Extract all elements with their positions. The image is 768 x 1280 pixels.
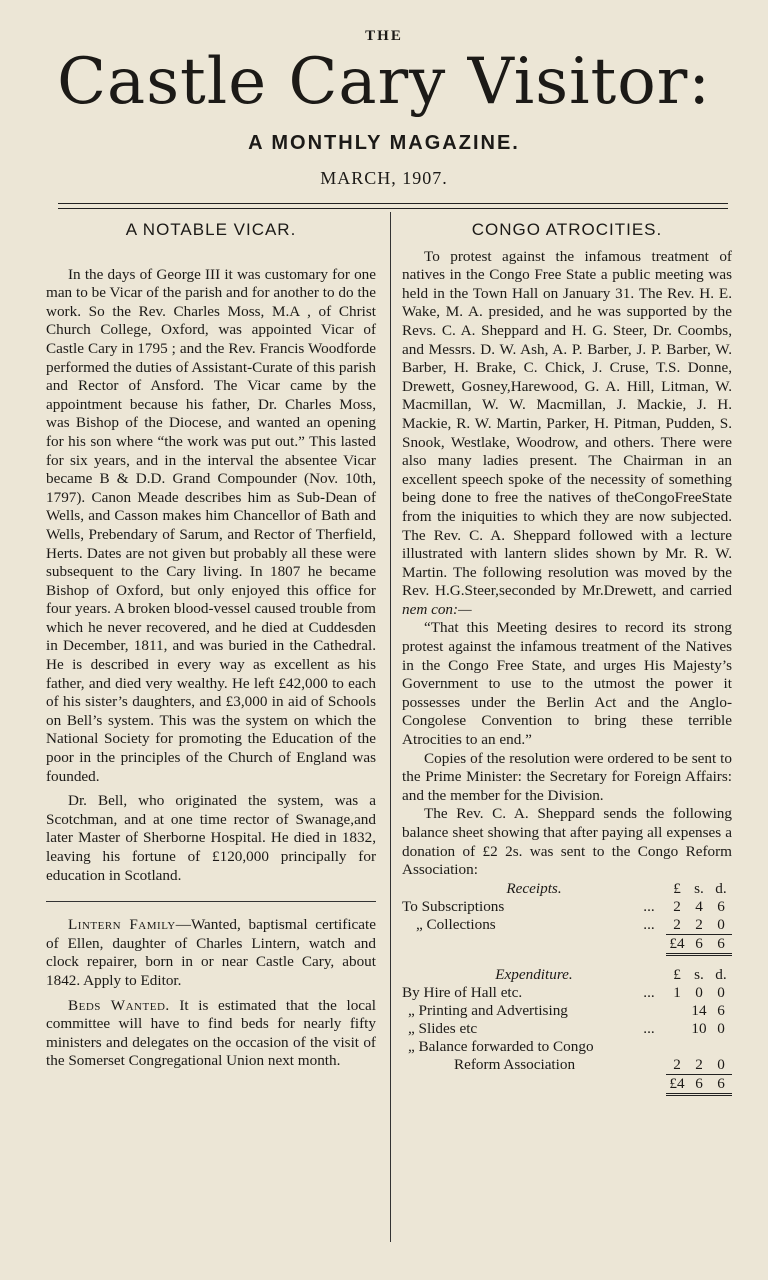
total-shillings: 6 [688,934,710,954]
header-rule [58,203,728,204]
row-shillings: 0 [695,983,703,1001]
column-divider [390,212,391,1242]
article-heading-congo-atrocities: CONGO ATROCITIES. [471,220,663,239]
article-paragraph: Copies of the resolution were ordered to be sent to the Prime Minister: the Secretary for Foreign Affairs: and the member for the Division. [402,749,732,804]
row-pounds: 1 [673,983,681,1001]
receipts-header-row [402,880,732,898]
article-paragraph: In the days of George III it was customary for one man to be Vicar of the parish and for another to do the work. So the Rev. Charles Moss, M.A , of Christ Church College, Oxford, was appointed Vicar of Castle Cary in 1795 ; and the Rev. Francis Woodforde performed the duties of Assistant-Curate of this parish and Rector of Ansford. The Vicar came by the appointment because his father, Dr. Charles Moss, was Bishop of the Diocese, and wanted an opening for his son where “the work was put out.” This lasted for six years, and in the interval the absentee Vicar became B & D.D. Grand Compounder (Nov. 10th, 1797). Canon Meade describes him as Sub-Dean of Wells, and Casson makes him Chancellor of Bath and Wells, Prebendary of Sarum, and Rector of Therfield, Herts. Dates are not given but probably all these were subsequent to the Cary living. In 1807 he became Bishop of Oxford, but only enjoyed this office for four years. A broken blood-vessel caused trouble from which he never recovered, and he died at Cuddesden in December, 1811, and was buried in the Cathedral. He is described in every way as excellent as his father, and died very wealthy. He left £42,000 to each of his sister’s daughters, and £3,000 in aid of Schools on Bell’s system. This was the system on which the National Society for promoting the Education of the poor in the principles of the Church of England was founded. [46,265,376,785]
col-pounds: £ [673,879,681,897]
notice-lintern-family [46,916,376,990]
row-pence: 6 [717,897,725,915]
masthead-subtitle: A MONTHLY MAGAZINE. [248,132,520,154]
row-shillings [688,1038,710,1056]
article-heading-notable-vicar: A NOTABLE VICAR. [125,220,297,239]
total-pounds: £4 [666,1074,688,1094]
notice-beds-wanted [46,997,376,1071]
row-label: Reform Association [454,1055,576,1073]
row-dots [632,1002,666,1020]
row-label: „ Printing and Advertising [408,1001,568,1019]
row-pence: 0 [717,915,725,933]
table-row [402,1002,732,1020]
expenditure-header: Expenditure. [495,965,573,983]
row-pounds: 2 [673,915,681,933]
expenditure-table [402,966,732,1096]
header-rule-double [58,208,728,209]
row-dots: ... [643,983,655,1001]
row-pence: 0 [717,983,725,1001]
table-row [402,1038,732,1056]
row-pence: 0 [717,1019,725,1037]
nem-con: nem con:— [402,600,472,618]
receipts-header: Receipts. [506,879,562,897]
col-shillings: s. [694,965,704,983]
section-divider [46,901,376,902]
receipts-total-row [402,934,732,954]
total-pence: 6 [710,934,732,954]
row-label: To Subscriptions [402,897,505,915]
total-shillings: 6 [688,1074,710,1094]
col-pounds: £ [673,965,681,983]
row-shillings: 2 [695,1055,703,1073]
table-row [402,984,732,1002]
paragraph-text: To protest against the infamous treatment of natives in the Congo Free State a public meeting was held in the Town Hall on January 31. The Rev. H. E. Wake, M. A. presided, and he was supported by the Revs. C. A. Sheppard and H. G. Steer, Dr. Coombs, and Messrs. D. W. Ash, A. P. Barber, J. P. Barber, W. Barber, H. Brake, C. Chick, J. Cruse, T.S. Donne, Drewett, Gosney,Harewood, G. A. Hill, Litman, W. Macmillan, W. W. Macmillan, J. Mackie, J. H. Mackie, R. W. Martin, Parker, H. Pitman, Pudden, S. Snook, Westlake, Woodrow, and others. There were also many ladies present. The Chairman in an excellent speech spoke of the necessity of something being done to free the natives of theCongoFreeState from the iniquities to which they are now subjected. The Rev. C. A. Sheppard followed with a lecture illustrated with lantern slides shown by Mr. R. W. Martin. The following resolution was moved by the Rev. H.G.Steer,seconded by Mr.Drewett, and carried [402,247,732,600]
col-shillings: s. [694,879,704,897]
col-pence: d. [715,965,727,983]
row-shillings: 2 [695,915,703,933]
table-row [402,1020,732,1038]
row-pounds: 2 [673,1055,681,1073]
row-pounds: 2 [673,897,681,915]
row-shillings: 10 [691,1019,707,1037]
row-pounds [666,1020,688,1038]
notice-title: Beds Wanted. [68,996,170,1014]
right-column [402,215,732,1096]
expenditure-header-row [402,966,732,984]
issue-date: MARCH, 1907. [320,168,448,188]
left-column [46,215,376,1077]
row-pounds [666,1002,688,1020]
masthead-title: Castle Cary Visitor: [57,45,711,119]
row-label: „ Collections [416,915,496,933]
notice-title: Lintern Family [68,916,176,934]
row-dots: ... [643,915,655,933]
article-paragraph: Dr. Bell, who originated the system, was a Scotchman, and at one time rector of Swanage,and later Master of Sherborne Hospital. He died in 1832, leaving his fortune of £120,000 principally for education in Scotland. [46,792,376,884]
table-row [402,1056,732,1075]
row-label: By Hire of Hall etc. [402,983,523,1001]
row-pence [710,1038,732,1056]
row-dots: ... [643,897,655,915]
article-paragraph [402,248,732,620]
row-label: „ Slides etc [408,1019,478,1037]
resolution-quote: “That this Meeting desires to record its strong protest against the infamous treatment of the Natives in the Congo Free State, and urges His Majesty’s Government to use to the utmost the power it possesses under the Berlin Act and the Anglo-Congolese Convention to bring these terrible Atrocities to an end.” [402,619,732,749]
row-pence: 0 [717,1055,725,1073]
row-shillings: 14 [691,1001,707,1019]
article-paragraph: The Rev. C. A. Sheppard sends the following balance sheet showing that after paying all expenses a donation of £2 2s. was sent to the Congo Reform Association: [402,805,732,879]
expenditure-total-row [402,1074,732,1094]
row-pounds [666,1038,688,1056]
row-shillings: 4 [695,897,703,915]
row-dots: ... [643,1019,655,1037]
masthead-the: THE [365,28,403,44]
row-label: „ Balance forwarded to Congo [408,1037,594,1055]
notice-body: —Wanted, baptismal certificate of Ellen, daughter of Charles Lintern, watch and clock repairer, born in or near Castle Cary, about 1842. Apply to Editor. [46,916,376,989]
table-row [402,898,732,916]
notice-body: It is estimated that the local committee will have to find beds for nearly fifty ministers and delegates on the occasion of the visit of the Somerset Congregational Union next month. [46,996,376,1070]
total-pence: 6 [710,1074,732,1094]
row-pence: 6 [717,1001,725,1019]
table-row [402,916,732,935]
receipts-table [402,880,732,956]
col-pence: d. [715,879,727,897]
total-pounds: £4 [666,934,688,954]
